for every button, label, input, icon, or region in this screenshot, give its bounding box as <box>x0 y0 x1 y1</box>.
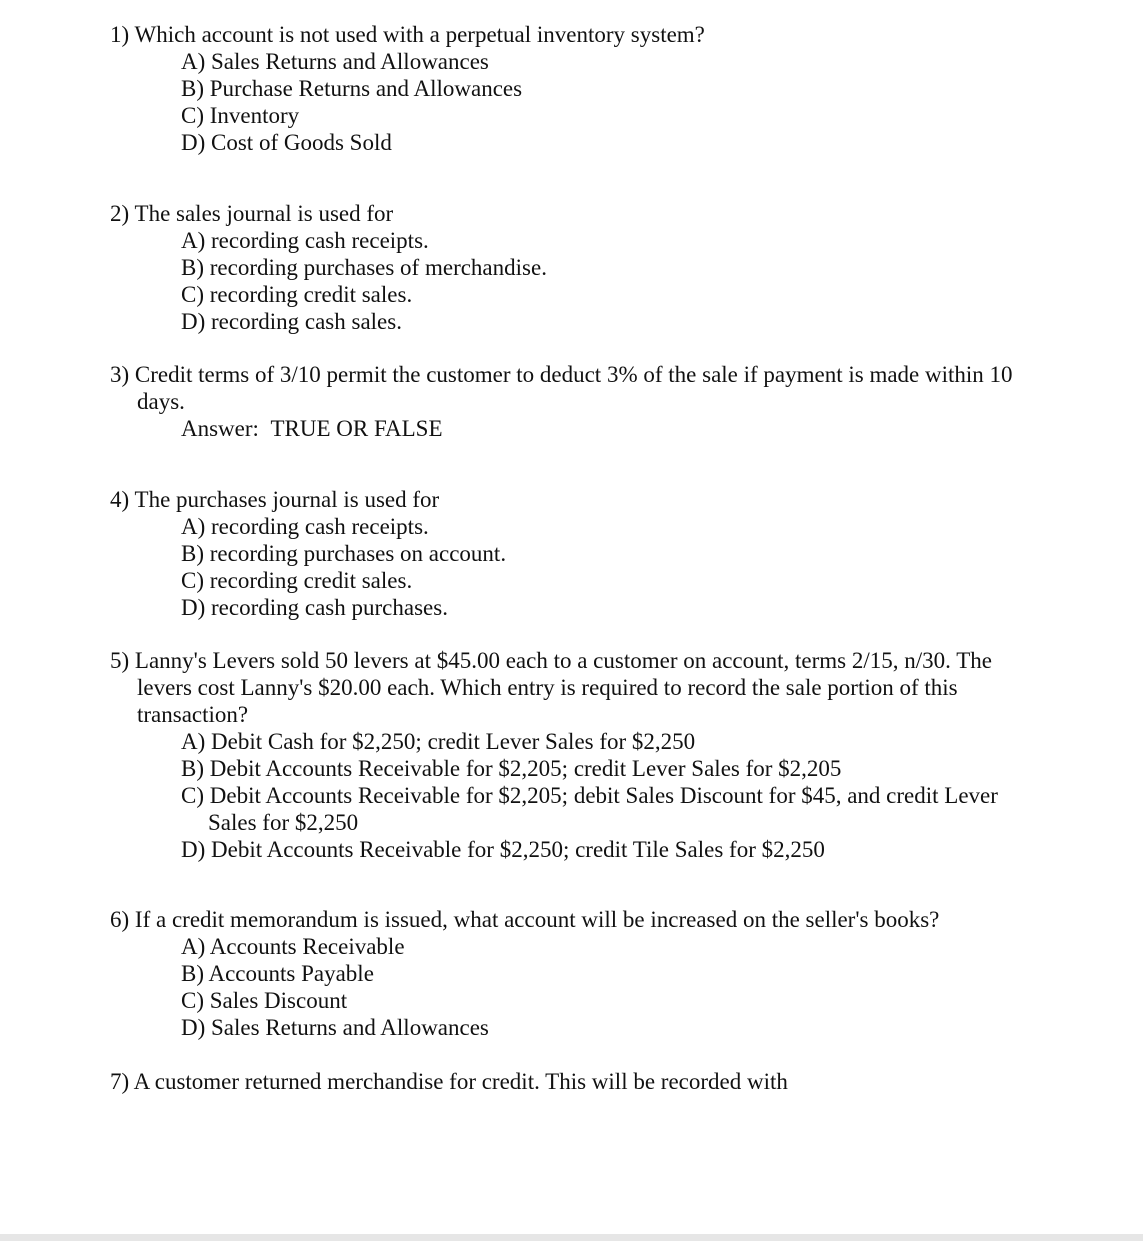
question-5-option-c: C) Debit Accounts Receivable for $2,205; debit Sales Discount for $45, and credit Lever Sales for $2,250 <box>181 783 998 835</box>
question-2-option-b: B) recording purchases of merchandise. <box>181 255 547 280</box>
question-4-stem: The purchases journal is used for <box>134 487 440 512</box>
question-2-option-d: D) recording cash sales. <box>181 309 402 334</box>
question-2-option-a: A) recording cash receipts. <box>181 228 429 253</box>
question-6 <box>110 906 1030 1041</box>
question-4 <box>110 486 1030 621</box>
question-4-option-c: C) recording credit sales. <box>181 568 413 593</box>
question-6-text <box>110 906 1030 933</box>
question-6-option-a: A) Accounts Receivable <box>181 934 405 959</box>
question-2-option-c: C) recording credit sales. <box>181 282 413 307</box>
answer-label: Answer: <box>181 416 259 441</box>
question-4-option-b: B) recording purchases on account. <box>181 541 507 566</box>
question-6-options <box>181 933 1030 1041</box>
question-6-stem: If a credit memorandum is issued, what account will be increased on the seller's books? <box>134 907 940 932</box>
question-6-option-c: C) Sales Discount <box>181 988 348 1013</box>
question-7-number: 7) <box>110 1069 130 1094</box>
question-4-options <box>181 513 1030 621</box>
question-4-text <box>110 486 1030 513</box>
question-7 <box>110 1068 1030 1095</box>
question-2-options <box>181 227 1030 335</box>
question-1-option-a: A) Sales Returns and Allowances <box>181 49 489 74</box>
question-2-number: 2) <box>110 201 130 226</box>
question-6-number: 6) <box>110 907 130 932</box>
question-5-number: 5) <box>110 648 130 673</box>
question-1-option-d: D) Cost of Goods Sold <box>181 130 392 155</box>
question-4-option-d: D) recording cash purchases. <box>181 595 448 620</box>
question-3-answer <box>181 415 1030 442</box>
question-4-option-a: A) recording cash receipts. <box>181 514 429 539</box>
answer-value: TRUE OR FALSE <box>270 416 443 441</box>
question-7-stem: A customer returned merchandise for credit. This will be recorded with <box>133 1069 788 1094</box>
question-3 <box>110 361 1030 442</box>
question-6-option-b: B) Accounts Payable <box>181 961 374 986</box>
question-5-stem: Lanny's Levers sold 50 levers at $45.00 each to a customer on account, terms 2/15, n/30. The levers cost Lanny's $20.00 each. Which entry is required to record the sale portion of this transaction? <box>134 648 992 727</box>
question-1-text <box>110 21 1030 48</box>
question-7-text <box>110 1068 1030 1095</box>
question-4-number: 4) <box>110 487 130 512</box>
question-2-text <box>110 200 1030 227</box>
question-5-options <box>181 728 1015 863</box>
question-5-option-d: D) Debit Accounts Receivable for $2,250; credit Tile Sales for $2,250 <box>181 837 825 862</box>
page-bottom-scrollbar-track[interactable] <box>0 1234 1143 1241</box>
question-6-option-d: D) Sales Returns and Allowances <box>181 1015 489 1040</box>
question-1-stem: Which account is not used with a perpetual inventory system? <box>134 22 705 47</box>
question-3-text <box>110 361 1030 415</box>
question-5 <box>110 647 1015 863</box>
question-2 <box>110 200 1030 335</box>
question-1-option-b: B) Purchase Returns and Allowances <box>181 76 523 101</box>
question-1-options <box>181 48 1030 156</box>
question-3-number: 3) <box>110 362 130 387</box>
question-5-option-a: A) Debit Cash for $2,250; credit Lever Sales for $2,250 <box>181 729 696 754</box>
question-2-stem: The sales journal is used for <box>134 201 394 226</box>
question-1-option-c: C) Inventory <box>181 103 300 128</box>
question-1 <box>110 21 1030 156</box>
question-5-text <box>110 647 1015 728</box>
question-3-stem: Credit terms of 3/10 permit the customer to deduct 3% of the sale if payment is made within 10 days. <box>134 362 1013 414</box>
question-1-number: 1) <box>110 22 130 47</box>
question-5-option-b: B) Debit Accounts Receivable for $2,205; credit Lever Sales for $2,205 <box>181 756 842 781</box>
